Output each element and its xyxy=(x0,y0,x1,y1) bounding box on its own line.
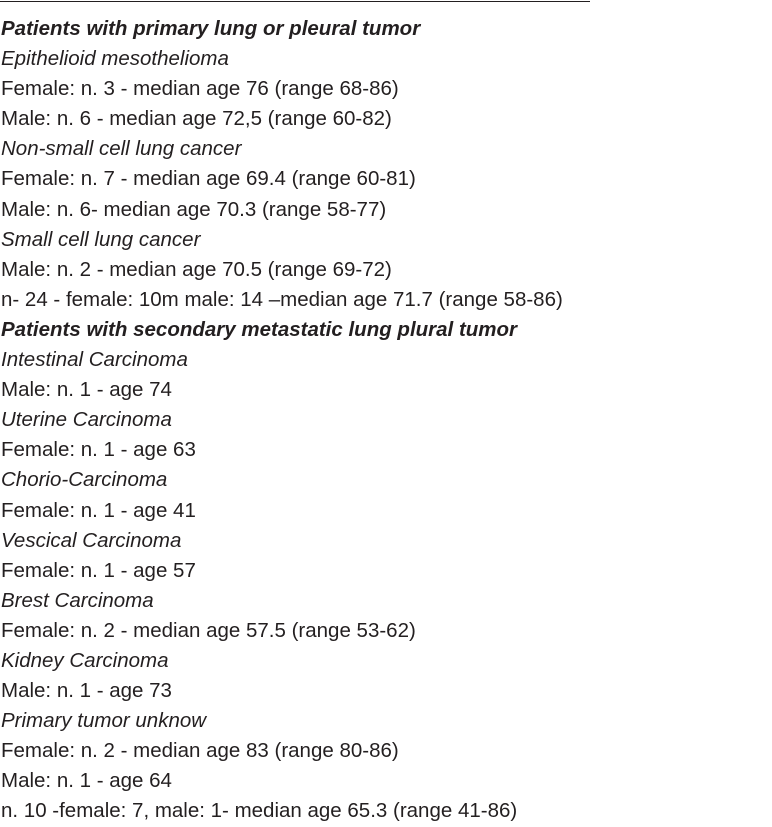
tumor-type-label: Non-small cell lung cancer xyxy=(1,137,242,161)
patient-detail-row: Female: n. 2 - median age 57.5 (range 53-62) xyxy=(1,618,416,642)
patient-detail-row: Male: n. 6- median age 70.3 (range 58-77) xyxy=(1,197,387,221)
patient-detail-row: Male: n. 1 - age 64 xyxy=(1,769,172,793)
patient-detail-row: Female: n. 1 - age 63 xyxy=(1,438,196,462)
tumor-type-label: Epithelioid mesothelioma xyxy=(1,47,229,71)
patient-detail-row: Female: n. 3 - median age 76 (range 68-86) xyxy=(1,77,399,101)
tumor-type-label: Primary tumor unknow xyxy=(1,709,207,733)
patient-detail-row: n. 10 -female: 7, male: 1- median age 65.3 (range 41-86) xyxy=(1,799,518,823)
patient-detail-row: Male: n. 1 - age 74 xyxy=(1,378,172,402)
patient-detail-row: Female: n. 7 - median age 69.4 (range 60-81) xyxy=(1,167,416,191)
tumor-type-label: Kidney Carcinoma xyxy=(1,648,169,672)
section-heading: Patients with primary lung or pleural tumor xyxy=(1,17,421,40)
tumor-type-label: Brest Carcinoma xyxy=(1,588,154,612)
tumor-type-label: Chorio-Carcinoma xyxy=(1,468,168,492)
table-top-rule xyxy=(0,1,590,2)
patient-characteristics-table xyxy=(0,14,772,827)
patient-detail-row: n- 24 - female: 10m male: 14 –median age 71.7 (range 58-86) xyxy=(1,287,563,311)
tumor-type-label: Vescical Carcinoma xyxy=(1,528,182,552)
patient-detail-row: Female: n. 2 - median age 83 (range 80-86) xyxy=(1,739,399,763)
patient-detail-row: Female: n. 1 - age 41 xyxy=(1,498,196,522)
tumor-type-label: Uterine Carcinoma xyxy=(1,408,172,432)
patient-detail-row: Male: n. 1 - age 73 xyxy=(1,679,172,703)
section-heading: Patients with secondary metastatic lung plural tumor xyxy=(1,317,518,341)
patient-detail-row: Female: n. 1 - age 57 xyxy=(1,558,196,582)
patient-detail-row: Male: n. 6 - median age 72,5 (range 60-82) xyxy=(1,107,392,131)
patient-detail-row: Male: n. 2 - median age 70.5 (range 69-72) xyxy=(1,257,392,281)
tumor-type-label: Small cell lung cancer xyxy=(1,227,201,251)
tumor-type-label: Intestinal Carcinoma xyxy=(1,348,188,372)
